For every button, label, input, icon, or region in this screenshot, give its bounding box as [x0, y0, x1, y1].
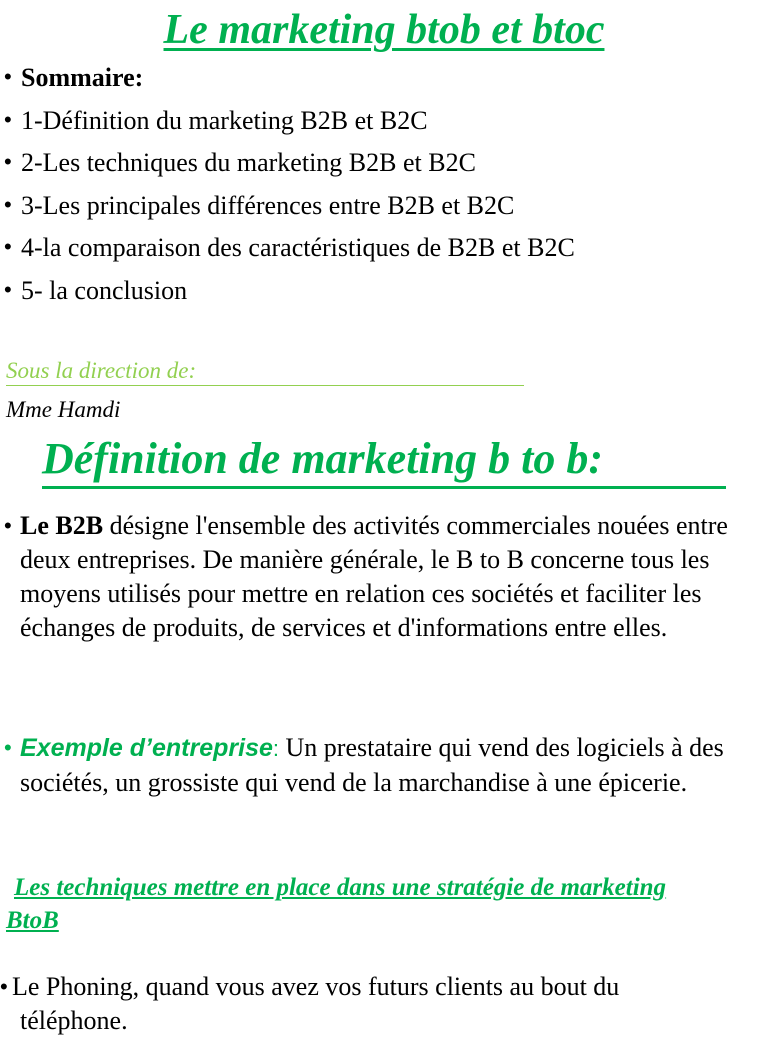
summary-item: • 2-Les techniques du marketing B2B et B2C — [4, 142, 575, 185]
bullet-icon: • — [0, 974, 8, 999]
techniques-heading: Les techniques mettre en place dans une stratégie de marketing BtoB — [6, 874, 667, 934]
bullet-icon: • — [4, 735, 12, 760]
author-name: Mme Hamdi — [6, 397, 121, 422]
definition-heading: Définition de marketing b to b: — [42, 432, 726, 489]
example-paragraph — [4, 731, 760, 800]
page-title: Le marketing btob et btoc — [163, 7, 605, 53]
summary-list — [4, 57, 575, 312]
phoning-line-1: Le Phoning, quand vous avez vos futurs clients au bout du — [12, 972, 620, 1001]
b2b-definition-paragraph — [4, 509, 760, 645]
example-label: Exemple d’entreprise — [20, 734, 273, 762]
b2b-term: Le B2B — [20, 511, 104, 540]
summary-item: • 4-la comparaison des caractéristiques de B2B et B2C — [4, 227, 575, 270]
summary-heading — [4, 57, 575, 100]
b2b-definition-text: désigne l'ensemble des activités commerciales nouées entre deux entreprises. De manière générale, le B to B concerne tous les moyens utilisés pour mettre en relation ces sociétés et faciliter les échanges de produits, de services et d'informations entre elles. — [20, 511, 728, 642]
summary-heading-text: Sommaire: — [21, 63, 144, 92]
summary-item: • 5- la conclusion — [4, 270, 575, 313]
example-colon: : — [272, 736, 280, 761]
summary-item: • 3-Les principales différences entre B2B et B2C — [4, 185, 575, 228]
phoning-paragraph — [0, 970, 768, 1038]
phoning-line-2: téléphone. — [20, 1006, 128, 1035]
summary-item: • 1-Définition du marketing B2B et B2C — [4, 100, 575, 143]
example-text: Un prestataire qui vend des logiciels à des sociétés, un grossiste qui vend de la marchandise à une épicerie. — [20, 733, 724, 797]
direction-label: Sous la direction de: — [6, 357, 524, 386]
bullet-icon: • — [4, 513, 12, 538]
